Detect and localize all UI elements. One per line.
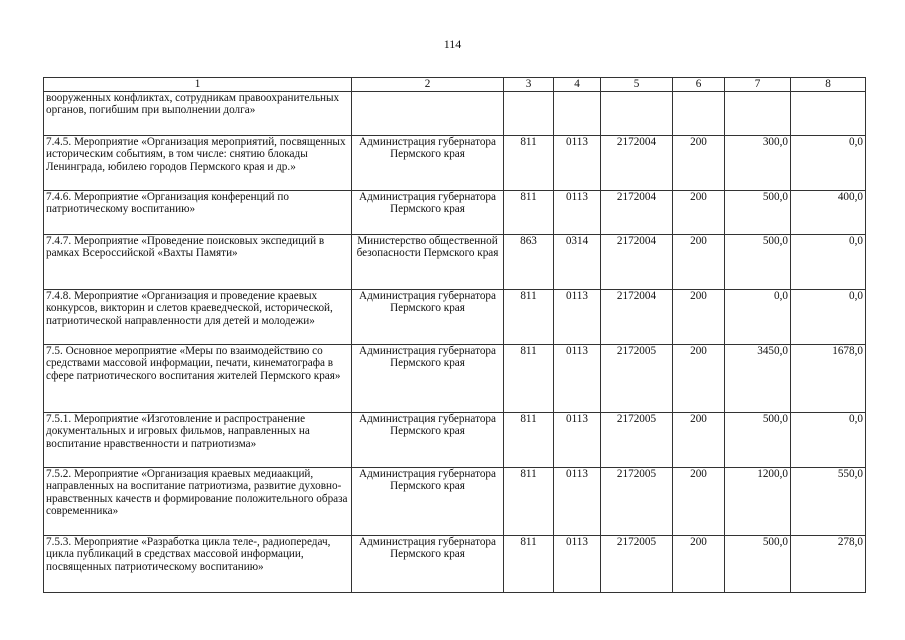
amount-col8-cell: 0,0 <box>791 413 866 468</box>
executor-cell: Администрация губернатора Пермского края <box>352 191 504 235</box>
expense-type-cell: 200 <box>673 136 725 191</box>
section-code-cell: 0113 <box>554 290 601 345</box>
section-code-cell: 0314 <box>554 235 601 290</box>
amount-col7-cell: 500,0 <box>725 191 791 235</box>
table-row <box>44 536 866 593</box>
amount-col7-cell: 500,0 <box>725 235 791 290</box>
expense-type-cell <box>673 92 725 136</box>
section-code-cell: 0113 <box>554 136 601 191</box>
activity-name-cell: вооруженных конфликтах, сотрудникам правоохранительных органов, погибшим при выполнении долга» <box>44 92 352 136</box>
amount-col7-cell: 500,0 <box>725 536 791 593</box>
target-article-cell: 2172005 <box>601 413 673 468</box>
target-article-cell: 2172004 <box>601 290 673 345</box>
column-header: 4 <box>554 78 601 92</box>
target-article-cell: 2172004 <box>601 191 673 235</box>
grbs-code-cell: 811 <box>504 536 554 593</box>
section-code-cell: 0113 <box>554 468 601 536</box>
target-article-cell: 2172005 <box>601 468 673 536</box>
amount-col8-cell: 550,0 <box>791 468 866 536</box>
column-header: 5 <box>601 78 673 92</box>
expense-type-cell: 200 <box>673 290 725 345</box>
table-row <box>44 92 866 136</box>
grbs-code-cell: 863 <box>504 235 554 290</box>
grbs-code-cell <box>504 92 554 136</box>
target-article-cell: 2172005 <box>601 536 673 593</box>
amount-col7-cell: 500,0 <box>725 413 791 468</box>
amount-col7-cell: 1200,0 <box>725 468 791 536</box>
table-row <box>44 468 866 536</box>
grbs-code-cell: 811 <box>504 413 554 468</box>
grbs-code-cell: 811 <box>504 191 554 235</box>
column-header: 8 <box>791 78 866 92</box>
column-header: 6 <box>673 78 725 92</box>
grbs-code-cell: 811 <box>504 468 554 536</box>
target-article-cell: 2172004 <box>601 136 673 191</box>
table-row <box>44 413 866 468</box>
column-header: 1 <box>44 78 352 92</box>
activity-name-cell: 7.4.6. Мероприятие «Организация конференций по патриотическому воспитанию» <box>44 191 352 235</box>
amount-col7-cell <box>725 92 791 136</box>
expense-type-cell: 200 <box>673 345 725 413</box>
section-code-cell: 0113 <box>554 345 601 413</box>
activity-name-cell: 7.5.3. Мероприятие «Разработка цикла теле-, радиопередач, цикла публикаций в средствах массовой информации, посвященных патриотическому воспитанию» <box>44 536 352 593</box>
page-number: 114 <box>443 37 462 51</box>
section-code-cell <box>554 92 601 136</box>
expense-type-cell: 200 <box>673 413 725 468</box>
amount-col8-cell <box>791 92 866 136</box>
amount-col8-cell: 0,0 <box>791 136 866 191</box>
grbs-code-cell: 811 <box>504 345 554 413</box>
amount-col7-cell: 300,0 <box>725 136 791 191</box>
amount-col8-cell: 400,0 <box>791 191 866 235</box>
executor-cell: Администрация губернатора Пермского края <box>352 468 504 536</box>
target-article-cell: 2172005 <box>601 345 673 413</box>
amount-col8-cell: 278,0 <box>791 536 866 593</box>
section-code-cell: 0113 <box>554 536 601 593</box>
expense-type-cell: 200 <box>673 235 725 290</box>
activity-name-cell: 7.5.2. Мероприятие «Организация краевых медиаакций, направленных на воспитание патриотизма, развитие духовно-нравственных качеств и формирование положительного образа современника» <box>44 468 352 536</box>
table-row <box>44 235 866 290</box>
grbs-code-cell: 811 <box>504 136 554 191</box>
activity-name-cell: 7.5. Основное мероприятие «Меры по взаимодействию со средствами массовой информации, печати, кинематографа в сфере патриотического воспитания жителей Пермского края» <box>44 345 352 413</box>
section-code-cell: 0113 <box>554 413 601 468</box>
table-row <box>44 290 866 345</box>
amount-col8-cell: 0,0 <box>791 290 866 345</box>
target-article-cell: 2172004 <box>601 235 673 290</box>
executor-cell: Министерство общественной безопасности Пермского края <box>352 235 504 290</box>
amount-col8-cell: 0,0 <box>791 235 866 290</box>
expense-type-cell: 200 <box>673 191 725 235</box>
column-header: 2 <box>352 78 504 92</box>
budget-table <box>43 77 866 593</box>
executor-cell: Администрация губернатора Пермского края <box>352 136 504 191</box>
activity-name-cell: 7.4.8. Мероприятие «Организация и проведение краевых конкурсов, викторин и слетов краеведческой, исторической, патриотической направленности для детей и молодежи» <box>44 290 352 345</box>
target-article-cell <box>601 92 673 136</box>
column-header: 3 <box>504 78 554 92</box>
table-row <box>44 191 866 235</box>
activity-name-cell: 7.5.1. Мероприятие «Изготовление и распространение документальных и игровых фильмов, направленных на воспитание нравственности и патриотизма» <box>44 413 352 468</box>
executor-cell: Администрация губернатора Пермского края <box>352 536 504 593</box>
amount-col7-cell: 0,0 <box>725 290 791 345</box>
table-body <box>44 92 866 593</box>
expense-type-cell: 200 <box>673 536 725 593</box>
column-header: 7 <box>725 78 791 92</box>
executor-cell: Администрация губернатора Пермского края <box>352 413 504 468</box>
table-row <box>44 345 866 413</box>
activity-name-cell: 7.4.5. Мероприятие «Организация мероприятий, посвященных историческим событиям, в том числе: снятию блокады Ленинграда, юбилею городов Пермского края и др.» <box>44 136 352 191</box>
amount-col8-cell: 1678,0 <box>791 345 866 413</box>
header-row <box>44 78 866 92</box>
table-row <box>44 136 866 191</box>
executor-cell <box>352 92 504 136</box>
activity-name-cell: 7.4.7. Мероприятие «Проведение поисковых экспедиций в рамках Всероссийской «Вахты Памяти» <box>44 235 352 290</box>
amount-col7-cell: 3450,0 <box>725 345 791 413</box>
executor-cell: Администрация губернатора Пермского края <box>352 290 504 345</box>
executor-cell: Администрация губернатора Пермского края <box>352 345 504 413</box>
grbs-code-cell: 811 <box>504 290 554 345</box>
section-code-cell: 0113 <box>554 191 601 235</box>
expense-type-cell: 200 <box>673 468 725 536</box>
